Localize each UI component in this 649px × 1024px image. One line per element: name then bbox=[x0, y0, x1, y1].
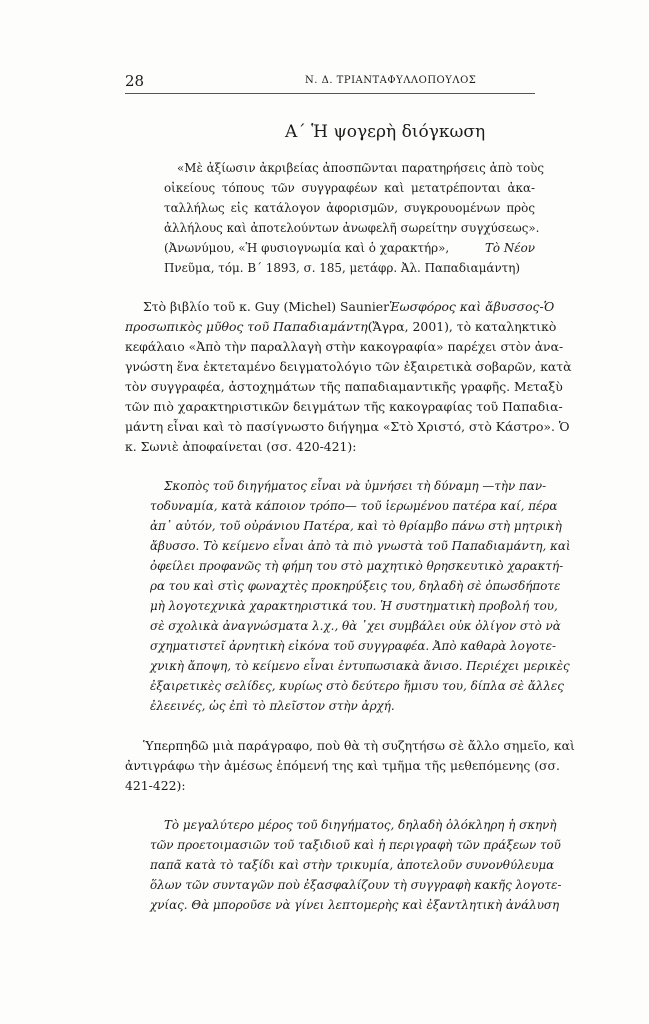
quote-line: Τὸ μεγαλύτερο μέρος τοῦ διηγήματος, δηλαδὴ ὁλόκληρη ἡ σκηνὴ bbox=[164, 818, 557, 832]
epigraph-citation-line: Πνεῦμα, τόμ. Β΄ 1893, σ. 185, μετάφρ. Ἀλ. Παπαδιαμάντη) bbox=[164, 261, 521, 275]
quote-line: ρα του καὶ στὶς φωναχτὲς προκηρύξεις του, δηλαδὴ σὲ ὁπωσδήποτε bbox=[150, 579, 561, 593]
paragraph-line: κ. Σωνιὲ ἀποφαίνεται (σσ. 420-421): bbox=[125, 439, 357, 454]
quote-line: τῶν προετοιμασιῶν τοῦ ταξιδιοῦ καὶ ἡ περιγραφὴ τῶν πράξεων τοῦ bbox=[150, 838, 561, 852]
paragraph-line: γνώστη ἕνα ἐκτεταμένο δειγματολόγιο τῶν ἐξαιρετικὰ σοβαρῶν, κατὰ bbox=[125, 359, 572, 374]
quote-line: χνίας. Θὰ μποροῦσε νὰ γίνει λεπτομερὴς καὶ ἐξαντλητικὴ ἀνάλυση bbox=[150, 898, 560, 912]
quote-line: ὅλων τῶν συνταγῶν ποὺ ἐξασφαλίζουν τὴ συγγραφὴ κακῆς λογοτε- bbox=[150, 878, 562, 892]
epigraph-line: οἰκείους τόπους τῶν συγγραφέων καὶ μετατρέπονται ἀκα- bbox=[164, 181, 535, 195]
paragraph-line: Ὑπερπηδῶ μιὰ παράγραφο, ποὺ θὰ τὴ συζητήσω σὲ ἄλλο σημεῖο, καὶ bbox=[143, 738, 575, 753]
epigraph-citation: (Ἀνωνύμου, «Ἡ φυσιογνωμία καὶ ὁ χαρακτήρ», bbox=[164, 241, 450, 255]
quote-line: παπᾶ κατὰ τὸ ταξίδι καὶ στὴν τρικυμία, ἀποτελοῦν συνονθύλευμα bbox=[150, 858, 555, 872]
book-subtitle: προσωπικὸς μῦθος τοῦ Παπαδιαμάντη bbox=[125, 319, 368, 334]
quote-line: ἐξαιρετικὲς σελίδες, κυρίως στὸ δεύτερο ἥμισυ του, δίπλα σὲ ἄλλες bbox=[150, 679, 564, 693]
paragraph-line: τῶν πιὸ χαρακτηριστικῶν δειγμάτων τῆς κακογραφίας τοῦ Παπαδια- bbox=[125, 399, 563, 414]
quote-line: χνικὴ ἄποψη, τὸ κείμενο εἶναι ἐντυπωσιακὰ ἄνισο. Περιέχει μερικὲς bbox=[150, 659, 570, 673]
page-number: 28 bbox=[125, 72, 145, 90]
epigraph-line: «Μὲ ἀξίωσιν ἀκριβείας ἀποσπῶνται παρατηρήσεις ἀπὸ τοὺς bbox=[177, 161, 544, 175]
quote-line: ἐλεεινές, ὡς ἐπὶ τὸ πλεῖστον στὴν ἀρχή. bbox=[150, 699, 395, 713]
epigraph-line: ἀλλήλους καὶ ἀποτελούντων ἀνωφελῆ σωρείτην συγχύσεως». bbox=[164, 221, 540, 235]
epigraph-line: ταλλήλως εἰς κατάλογον ἀφορισμῶν, συγκρουομένων πρὸς bbox=[164, 201, 535, 215]
quote-line: ὀφείλει προφανῶς τὴ φήμη του στὸ μαχητικὸ θρησκευτικὸ χαρακτή- bbox=[150, 559, 564, 573]
book-subtitle: Ὁ bbox=[543, 299, 555, 314]
quote-line: ἄβυσσο. Τὸ κείμενο εἶναι ἀπὸ τὰ πιὸ γνωστὰ τοῦ Παπαδιαμάντη, καὶ bbox=[150, 539, 571, 553]
quote-line: σὲ σχολικὰ ἀναγνώσματα λ.χ., θὰ ᾽χει συμβάλει οὐκ ὀλίγον στὸ νὰ bbox=[150, 619, 561, 633]
quote-line: μὴ λογοτεχνικὰ χαρακτηριστικά του. Ἡ συστηματικὴ προβολή του, bbox=[150, 599, 558, 613]
book-title: Ἑωσφόρος καὶ ἄβυσσος bbox=[389, 299, 540, 314]
quote-line: σχηματιστεῖ ἀρνητικὴ εἰκόνα τοῦ συγγραφέα. Ἀπὸ καθαρὰ λογοτε- bbox=[150, 639, 557, 653]
quote-line: ἀπ᾽ αὐτόν, τοῦ οὐράνιου Πατέρα, καὶ τὸ θρίαμβο πάνω στὴ μητρικὴ bbox=[150, 519, 562, 533]
section-title: Α΄ Ἡ ψογερὴ διόγκωση bbox=[285, 122, 486, 142]
paragraph-line: κεφάλαιο «Ἀπὸ τὴν παραλλαγὴ στὴν κακογραφία» παρέχει στὸν ἀνα- bbox=[125, 339, 564, 354]
paragraph-line bbox=[125, 319, 557, 334]
epigraph-journal-title: Τὸ Νέον bbox=[484, 241, 535, 255]
paragraph-line: 421-422): bbox=[125, 778, 186, 793]
paragraph-line: ἀντιγράφω τὴν ἀμέσως ἑπόμενή της καὶ τμῆμα τῆς μεθεπόμενης (σσ. bbox=[125, 758, 560, 773]
paragraph-line bbox=[143, 299, 555, 314]
quote-line: τοδυναμία, κατὰ κάποιον τρόπο— τοῦ ἱερωμένου πατέρα καί, πέρα bbox=[150, 499, 558, 513]
running-title: Ν. Δ. ΤΡΙΑΝΤΑΦΥΛΛΟΠΟΥΛΟΣ bbox=[305, 75, 477, 86]
quote-line: Σκοπὸς τοῦ διηγήματος εἶναι νὰ ὑμνήσει τὴ δύναμη —τὴν παν- bbox=[164, 479, 547, 493]
epigraph-citation-line bbox=[164, 241, 535, 255]
text-run: (Ἄγρα, 2001), τὸ καταληκτικὸ bbox=[367, 319, 557, 334]
text-run: Στὸ βιβλίο τοῦ κ. Guy (Michel) Saunier bbox=[143, 299, 390, 314]
paragraph-line: τὸν συγγραφέα, ἀστοχημάτων τῆς παπαδιαμαντικῆς γραφῆς. Μεταξὺ bbox=[125, 379, 563, 394]
text-run: - bbox=[539, 299, 544, 314]
paragraph-line: μάντη εἶναι καὶ τὸ πασίγνωστο διήγημα «Στὸ Χριστό, στὸ Κάστρο». Ὁ bbox=[125, 419, 570, 434]
header-rule bbox=[125, 93, 535, 94]
